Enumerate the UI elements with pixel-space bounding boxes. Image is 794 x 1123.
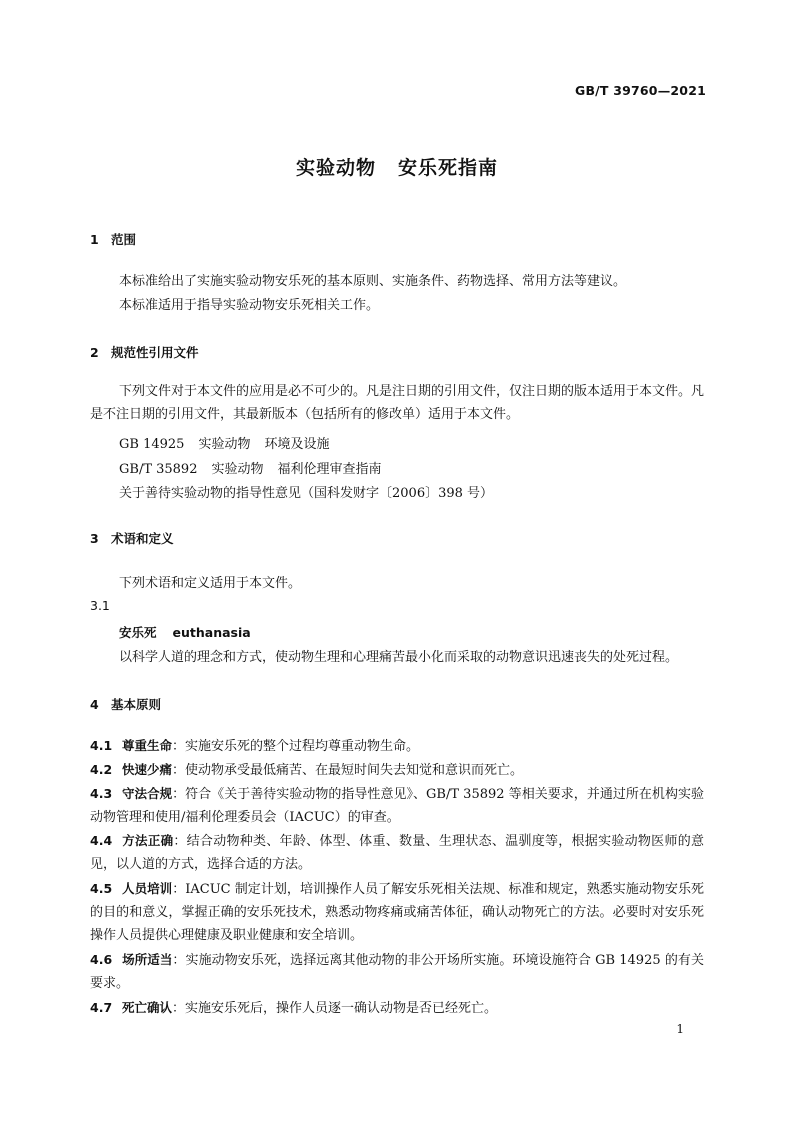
term-heading (119, 623, 251, 641)
reference-title: 实验动物 (211, 462, 264, 477)
item-number: 4.1 (90, 738, 113, 753)
section-number: 1 (90, 232, 99, 247)
item-name: 守法合规 (122, 786, 173, 801)
section-1-paragraph: 本标准适用于指导实验动物安乐死相关工作。 (119, 298, 380, 313)
section-title: 规范性引用文件 (111, 345, 199, 360)
section-2-intro: 下列文件对于本文件的应用是必不可少的。凡是注日期的引用文件，仅注日期的版本适用于本文件。凡是不注日期的引用文件，其最新版本（包括所有的修改单）适用于本文件。 (90, 384, 705, 422)
term-number: 3.1 (90, 598, 110, 613)
section-title: 基本原则 (111, 697, 162, 712)
term-chinese: 安乐死 (119, 625, 157, 640)
section-heading-1 (90, 230, 136, 248)
section-heading-3 (90, 529, 174, 547)
item-name: 人员培训 (122, 881, 173, 896)
reference-code: GB/T 35892 (119, 462, 198, 477)
section-title: 范围 (111, 232, 137, 247)
section-heading-4 (90, 695, 161, 713)
item-number: 4.4 (90, 833, 113, 848)
reference-item (119, 433, 329, 452)
item-text: ：使动物承受最低痛苦、在最短时间失去知觉和意识而死亡。 (172, 763, 524, 778)
item-name: 尊重生命 (122, 738, 173, 753)
principle-item (90, 829, 704, 876)
reference-subtitle: 福利伦理审查指南 (277, 462, 382, 477)
section-title: 术语和定义 (111, 531, 174, 546)
item-name: 场所适当 (122, 952, 173, 967)
item-number: 4.6 (90, 952, 113, 967)
section-1-paragraph: 本标准给出了实施实验动物安乐死的基本原则、实施条件、药物选择、常用方法等建议。 (119, 274, 627, 289)
item-number: 4.3 (90, 786, 113, 801)
item-text: ：实施动物安乐死，选择远离其他动物的非公开场所实施。环境设施符合 GB 14925 的有关要求。 (90, 953, 704, 991)
reference-subtitle: 环境及设施 (264, 437, 330, 452)
reference-code: GB 14925 (119, 437, 185, 452)
reference-item (119, 458, 382, 477)
section-number: 2 (90, 345, 99, 360)
reference-title: 关于善待实验动物的指导性意见（国科发财字〔2006〕398 号） (119, 486, 494, 501)
section-number: 3 (90, 531, 99, 546)
term-definition: 以科学人道的理念和方式，使动物生理和心理痛苦最小化而采取的动物意识迅速丧失的处死过程。 (119, 650, 679, 665)
principle-item (90, 734, 704, 758)
item-name: 方法正确 (122, 833, 174, 848)
document-title (0, 153, 794, 180)
principle-item (90, 877, 704, 947)
standard-code: GB/T 39760—2021 (574, 83, 706, 98)
item-text: ：实施安乐死后，操作人员逐一确认动物是否已经死亡。 (172, 1001, 498, 1016)
item-text: ：实施安乐死的整个过程均尊重动物生命。 (172, 739, 420, 754)
reference-title: 实验动物 (198, 437, 251, 452)
item-number: 4.5 (90, 881, 113, 896)
reference-item (119, 482, 493, 501)
section-number: 4 (90, 697, 99, 712)
principle-item (90, 758, 704, 782)
principle-item (90, 996, 704, 1020)
item-text: ：IACUC 制定计划，培训操作人员了解安乐死相关法规、标准和规定，熟悉实施动物安乐死的目的和意义，掌握正确的安乐死技术，熟悉动物疼痛或痛苦体征，确认动物死亡的方法。必要时对安乐死操作人员提供心理健康及职业健康和安全培训。 (90, 882, 704, 943)
item-text: ：结合动物种类、年龄、体型、体重、数量、生理状态、温驯度等，根据实验动物医师的意见，以人道的方式，选择合适的方法。 (90, 834, 704, 872)
term-english: euthanasia (172, 625, 251, 640)
title-part1: 实验动物 (295, 157, 376, 179)
principle-item (90, 948, 704, 995)
item-name: 快速少痛 (122, 762, 173, 777)
item-number: 4.2 (90, 762, 113, 777)
page-number: 1 (676, 1022, 684, 1036)
section-3-intro: 下列术语和定义适用于本文件。 (119, 576, 302, 591)
item-text: ：符合《关于善待实验动物的指导性意见》、GB/T 35892 等相关要求，并通过所在机构实验动物管理和使用/福利伦理委员会（IACUC）的审查。 (90, 787, 704, 825)
item-name: 死亡确认 (122, 1000, 173, 1015)
item-number: 4.7 (90, 1000, 113, 1015)
principle-item (90, 782, 704, 829)
title-part2: 安乐死指南 (398, 157, 499, 179)
section-heading-2 (90, 343, 199, 361)
